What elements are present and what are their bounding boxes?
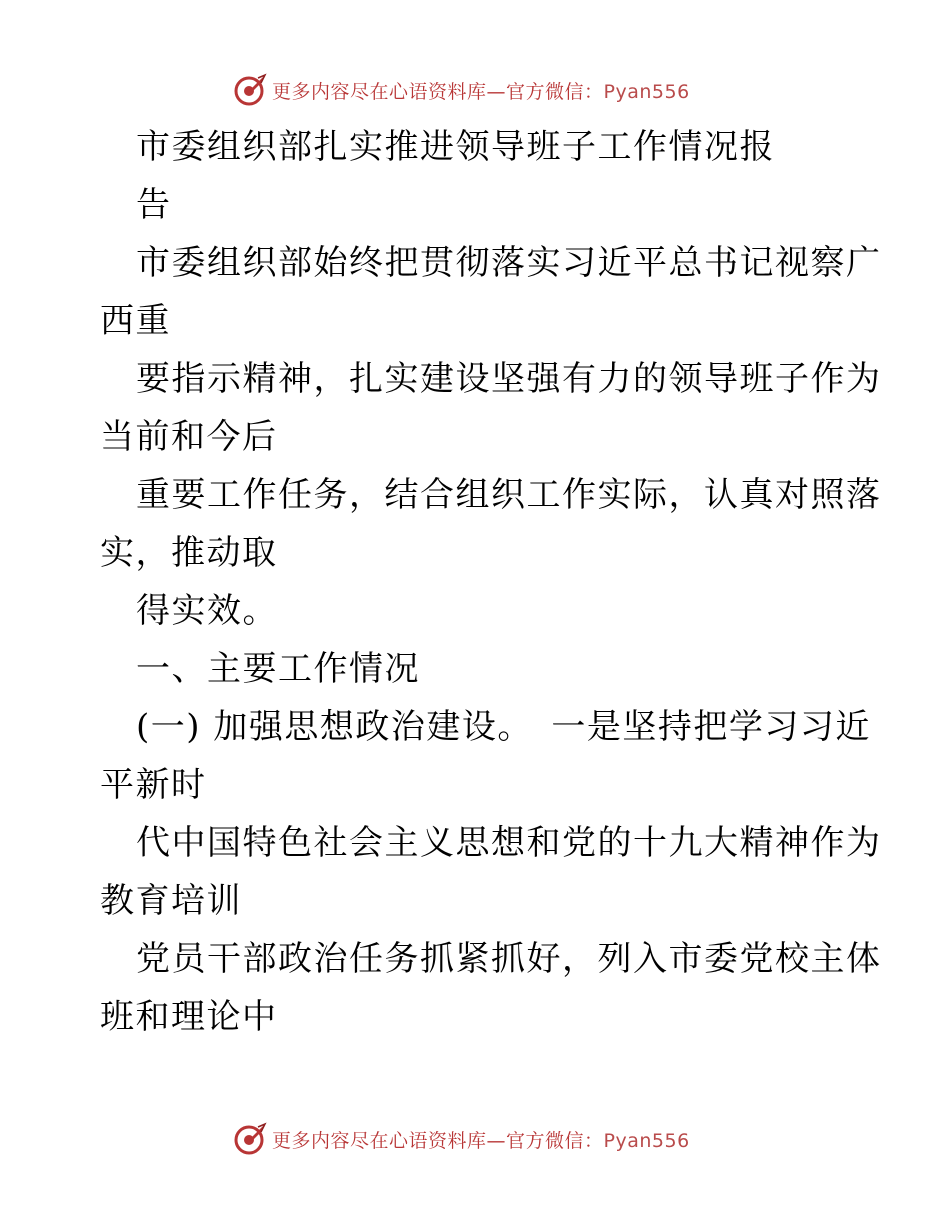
- quill-logo-icon: [232, 1121, 268, 1157]
- document-line: 教育培训: [100, 881, 242, 921]
- document-body: [100, 118, 882, 1046]
- document-line: 告: [136, 185, 172, 225]
- quill-logo-icon: [232, 72, 268, 108]
- document-line: 重要工作任务，结合组织工作实际，认真对照落: [136, 475, 882, 515]
- document-line: 市委组织部扎实推进领导班子工作情况报: [136, 127, 775, 167]
- watermark-header: [232, 72, 690, 108]
- document-line: 当前和今后: [100, 417, 278, 457]
- document-line: (一) 加强思想政治建设。 一是坚持把学习习近: [136, 707, 871, 747]
- document-line: 代中国特色社会主义思想和党的十九大精神作为: [136, 823, 882, 863]
- document-line: 党员干部政治任务抓紧抓好，列入市委党校主体: [136, 939, 882, 979]
- document-line: 要指示精神，扎实建设坚强有力的领导班子作为: [136, 359, 882, 399]
- document-line: 班和理论中: [100, 997, 278, 1037]
- watermark-footer: [232, 1121, 690, 1157]
- document-line: 西重: [100, 301, 171, 341]
- document-line: 市委组织部始终把贯彻落实习近平总书记视察广: [136, 243, 882, 283]
- document-line: 实，推动取: [100, 533, 278, 573]
- watermark-text: 更多内容尽在心语资料库—官方微信：Pyan556: [272, 80, 690, 103]
- document-line: 一、主要工作情况: [136, 649, 420, 689]
- watermark-text: 更多内容尽在心语资料库—官方微信：Pyan556: [272, 1129, 690, 1152]
- document-line: 平新时: [100, 765, 207, 805]
- document-line: 得实效。: [136, 591, 278, 631]
